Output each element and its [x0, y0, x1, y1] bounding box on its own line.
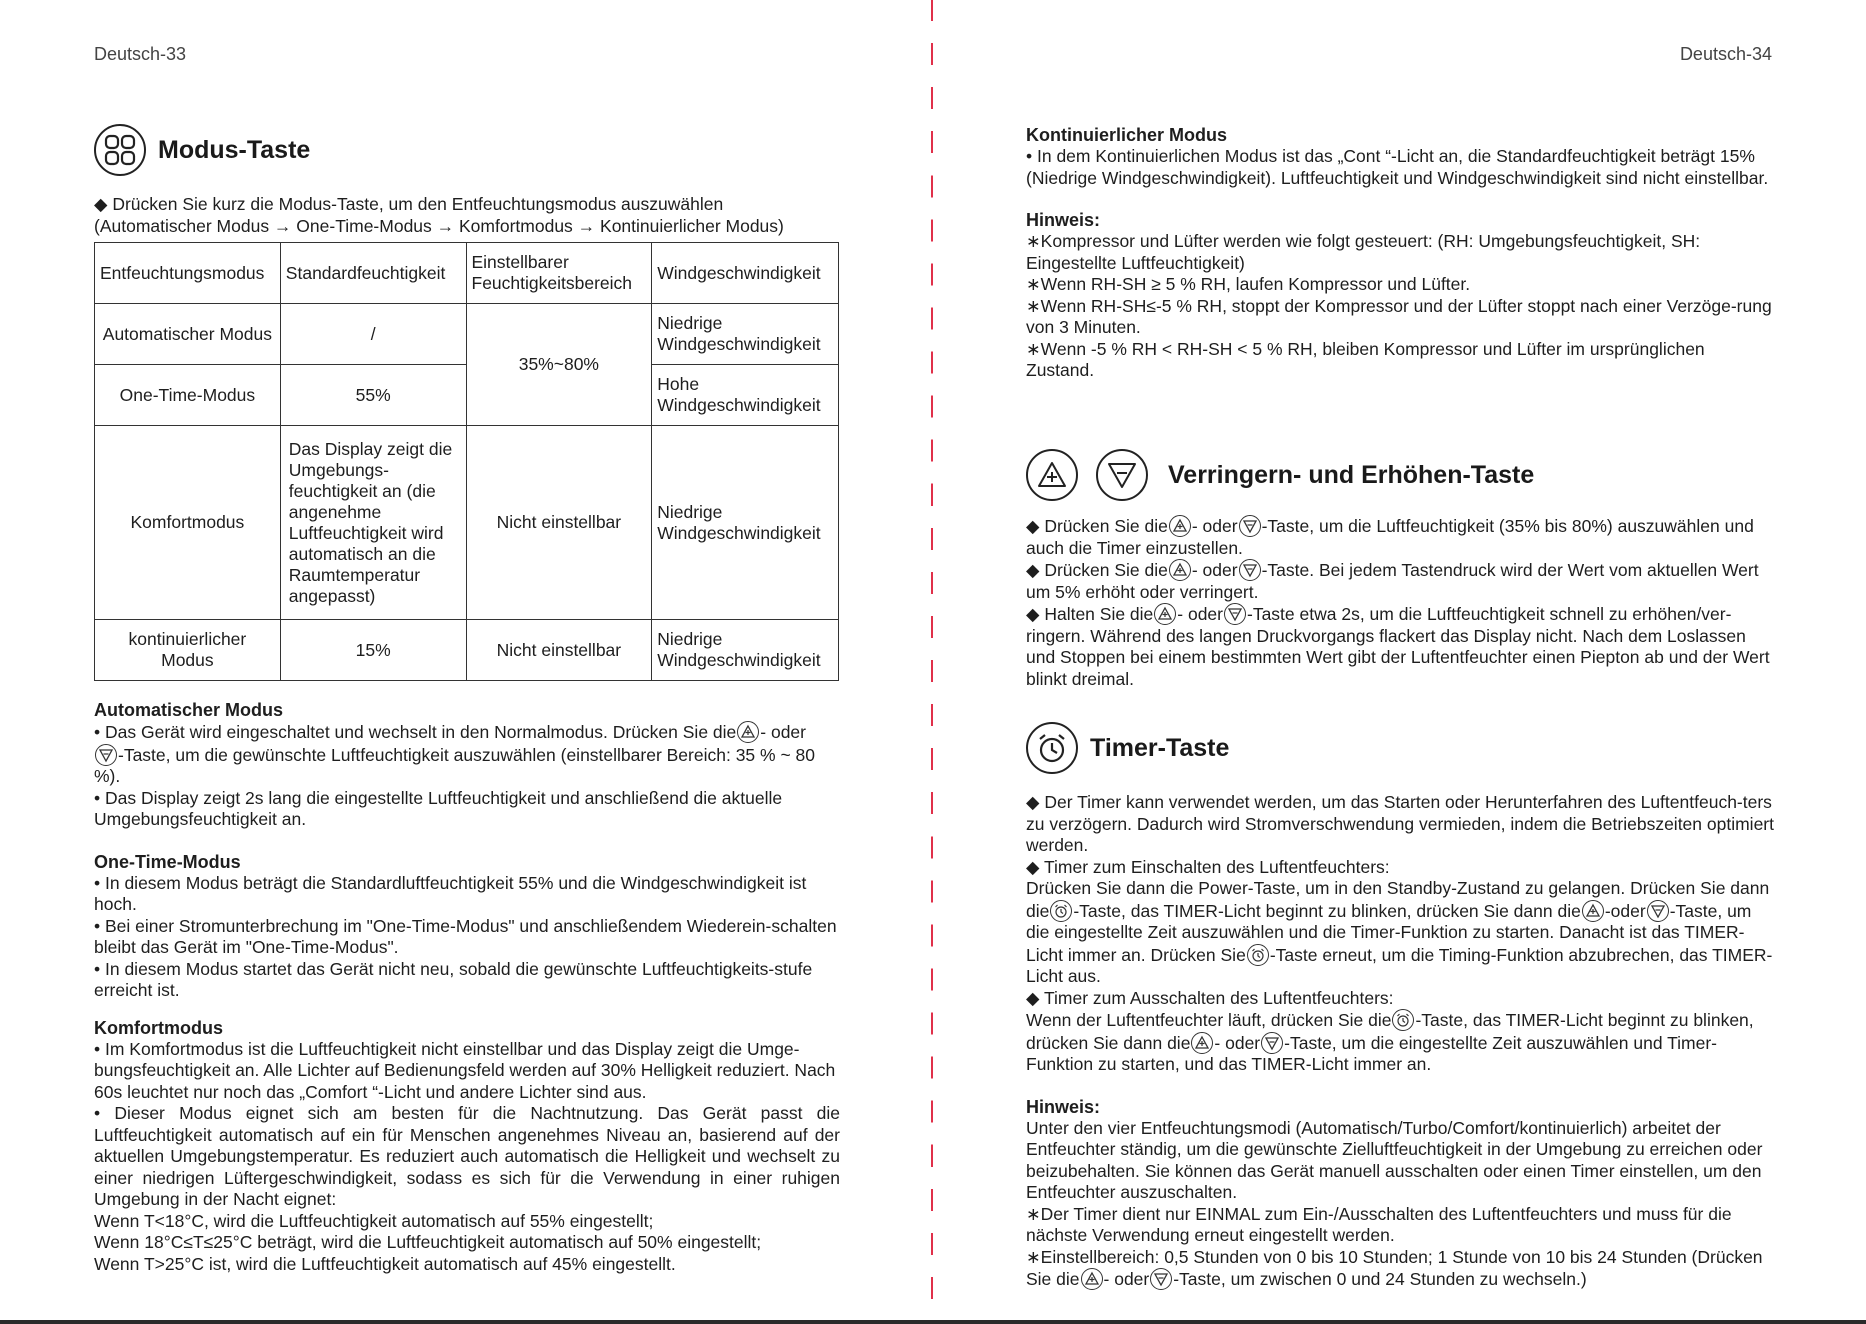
hint-text-4: ∗Wenn -5 % RH < RH-SH < 5 % RH, bleiben Kompressor und Lüfter im ursprünglichen Zustand. [1026, 338, 1705, 380]
hint2-text-1: Unter den vier Entfeuchtungsmodi (Automatisch/Turbo/Comfort/kontinuierlich) arbeitet der Entfeuchter ständig, um die gewünschte Zielluftfeuchtigkeit in der Umgebung zu erreichen oder beizubehalten. Sie können das Gerät manuell ausschalten oder einen Timer einstellen, um den Entfeuchter auszuschalten. [1026, 1117, 1763, 1202]
text-span: Drücken Sie dann die Power-Taste, um in den Standby-Zustand zu gelangen. Drücken Sie dann die [1026, 878, 1770, 921]
hint-text-3: ∗Wenn RH-SH≤-5 % RH, stoppt der Kompressor und der Lüfter stoppt nach einer Verzöge-rung von 3 Minuten. [1026, 295, 1772, 337]
continuous-section [1026, 124, 1774, 382]
table-cell: 35%~80% [466, 304, 652, 426]
table-cell: kontinuierlicher Modus [95, 620, 281, 681]
timer-text-5 [1026, 1009, 1774, 1076]
text-span: -oder [1604, 900, 1646, 921]
table-cell: Niedrige Windgeschwindigkeit [652, 620, 839, 681]
timer-heading [1026, 722, 1774, 774]
table-header: Standardfeuchtigkeit [280, 243, 466, 304]
table-cell: Hohe Windgeschwindigkeit [652, 365, 839, 426]
up-icon [1154, 603, 1176, 625]
table-cell: 15% [280, 620, 466, 681]
down-icon [1647, 900, 1669, 922]
text-span: ◆ Drücken Sie die [1026, 560, 1168, 580]
text-span: -Taste, um die eingestellte Zeit auszuwählen und Timer-Funktion zu starten, und das TIMER-Licht immer an. [1026, 1032, 1717, 1074]
text-span: ∗Einstellbereich: 0,5 Stunden von 0 bis 10 Stunden; 1 Stunde von 10 bis 24 Stunden (Drücken Sie die [1026, 1246, 1763, 1289]
auto-mode-text-2: • Das Display zeigt 2s lang die eingestellte Luftfeuchtigkeit und anschließend die aktuelle Umgebungsfeuchtigkeit an. [94, 787, 783, 829]
text-span: - oder [1191, 516, 1238, 536]
comfort-text-5: Wenn T>25°C ist, wird die Luftfeuchtigkeit automatisch auf 45% eingestellt. [94, 1253, 676, 1274]
down-icon [1150, 1268, 1172, 1290]
text-span: -Taste, um die gewünschte Luftfeuchtigkeit auszuwählen (einstellbarer Bereich: 35 % ~ 80 %). [94, 744, 815, 786]
page-number-left: Deutsch-33 [94, 44, 187, 64]
table-cell: Komfortmodus [95, 426, 281, 620]
updown-text-1 [1026, 515, 1774, 559]
updown-section [1026, 449, 1774, 690]
mode-intro-1: ◆ Drücken Sie kurz die Modus-Taste, um den Entfeuchtungsmodus auszuwählen [94, 194, 724, 214]
text-span: - oder [1191, 560, 1238, 580]
hint-title: Hinweis: [1026, 210, 1101, 230]
table-header: Einstellbarer Feuchtigkeitsbereich [466, 243, 652, 304]
one-time-text-3: • In diesem Modus startet das Gerät nicht neu, sobald die gewünschte Luftfeuchtigkeits-stufe erreicht ist. [94, 958, 813, 1000]
timer-text-3 [1026, 878, 1774, 988]
table-cell: / [280, 304, 466, 365]
down-icon [1261, 1032, 1283, 1054]
updown-text-3 [1026, 603, 1774, 690]
hint2-title: Hinweis: [1026, 1096, 1101, 1117]
up-icon [1081, 1268, 1103, 1290]
timer-text-4: ◆ Timer zum Ausschalten des Luftentfeuchters: [1026, 987, 1394, 1008]
text-span: -Taste. Bei jedem Tastendruck wird der Wert vom aktuellen Wert um 5% erhöht oder verringert. [1026, 560, 1759, 602]
down-icon [1239, 559, 1261, 581]
continuous-text: • In dem Kontinuierlichen Modus ist das „Cont “-Licht an, die Standardfeuchtigkeit beträgt 15% (Niedrige Windgeschwindigkeit). Luftfeuchtigkeit und Windgeschwindigkeit sind nicht einstellbar. [1026, 146, 1769, 188]
text-span: • Das Gerät wird eingeschaltet und wechselt in den Normalmodus. Drücken Sie die [94, 722, 737, 742]
table-cell: Automatischer Modus [95, 304, 281, 365]
table-cell: Nicht einstellbar [466, 426, 652, 620]
text-span: -Taste, um zwischen 0 und 24 Stunden zu wechseln.) [1173, 1269, 1587, 1289]
hint-text-1: ∗Kompressor und Lüfter werden wie folgt gesteuert: (RH: Umgebungsfeuchtigkeit, SH: Eingestellte Luftfeuchtigkeit) [1026, 231, 1701, 273]
text-span: ◆ Halten Sie die [1026, 604, 1154, 624]
text-span: ◆ Drücken Sie die [1026, 516, 1168, 536]
comfort-text-1: • Im Komfortmodus ist die Luftfeuchtigkeit nicht einstellbar und das Display zeigt die Umge-bungsfeuchtigkeit an. Alle Lichter auf Bedienungsfeld werden auf 30% Helligkeit reduziert. Nach 60s leuchtet nur noch das „Comfort “-Licht und andere Lichter sind aus. [94, 1038, 836, 1102]
timer-icon [1026, 722, 1078, 774]
timer-section [1026, 722, 1774, 1291]
table-cell: One-Time-Modus [95, 365, 281, 426]
table-cell: Niedrige Windgeschwindigkeit [652, 304, 839, 365]
timer-icon [1247, 944, 1269, 966]
comfort-text-3: Wenn T<18°C, wird die Luftfeuchtigkeit automatisch auf 55% eingestellt; [94, 1210, 654, 1231]
down-icon [1096, 449, 1148, 501]
table-cell: Nicht einstellbar [466, 620, 652, 681]
hint2-text-3 [1026, 1247, 1774, 1291]
table-header: Windgeschwindigkeit [652, 243, 839, 304]
up-icon [1169, 515, 1191, 537]
up-icon [1191, 1032, 1213, 1054]
table-header: Entfeuchtungsmodus [95, 243, 281, 304]
text-span: -Taste, das TIMER-Licht beginnt zu blinken, drücken Sie dann die [1026, 1010, 1754, 1053]
updown-heading-title: Verringern- und Erhöhen-Taste [1168, 460, 1535, 489]
one-time-title: One-Time-Modus [94, 851, 241, 872]
table-cell: 55% [280, 365, 466, 426]
one-time-text-2: • Bei einer Stromunterbrechung im "One-Time-Modus" und anschließendem Wiederein-schalten bleibt das Gerät im "One-Time-Modus". [94, 915, 837, 957]
timer-text-1: ◆ Der Timer kann verwendet werden, um das Starten oder Herunterfahren des Luftentfeuch-ters zu verzögern. Dadurch wird Stromverschwendung vermieden, indem die Betriebszeiten optimiert werden. [1026, 792, 1774, 855]
comfort-text-4: Wenn 18°C≤T≤25°C beträgt, wird die Luftfeuchtigkeit automatisch auf 50% eingestellt; [94, 1232, 762, 1252]
up-icon [1582, 900, 1604, 922]
text-span: - oder [1177, 604, 1223, 624]
up-icon [1169, 559, 1191, 581]
down-icon [1239, 515, 1261, 537]
down-icon [1224, 603, 1246, 625]
mode-intro-2: (Automatischer Modus → One-Time-Modus → Komfortmodus → Kontinuierlicher Modus) [94, 215, 784, 236]
mode-heading-title: Modus-Taste [158, 135, 311, 164]
text-span: - oder [1103, 1269, 1150, 1289]
comfort-text-2: • Dieser Modus eignet sich am besten für die Nachtnutzung. Das Gerät passt die Luftfeuchtigkeit automatisch auf ein für Menschen angenehmes Niveau an, basierend auf der aktuellen Umgebungstemperatur. Es reduziert auch automatisch die Helligkeit und wechselt zu einer niedrigen Lüftergeschwindigkeit, sodass es sich für die Verwendung in einer ruhigen Umgebung in der Nacht eignet: [94, 1103, 840, 1209]
table-cell: Niedrige Windgeschwindigkeit [652, 426, 839, 620]
up-icon [1026, 449, 1078, 501]
hint2-text-2: ∗Der Timer dient nur EINMAL zum Ein-/Ausschalten des Luftentfeuchters und muss für die nächste Verwendung erneut eingestellt werden. [1026, 1203, 1732, 1245]
text-span: -Taste, um die Luftfeuchtigkeit (35% bis 80%) auszuwählen und auch die Timer einzustellen. [1026, 516, 1754, 558]
text-span: -Taste etwa 2s, um die Luftfeuchtigkeit schnell zu erhöhen/ver-ringern. Während des langen Druckvorgangs flackert das Display nicht. Nach dem Loslassen und Stoppen bei einem bestimmten Wert gibt der Luftentfeuchter einen Piepton ab und der Wert blinkt dreimal. [1026, 604, 1770, 689]
auto-mode-title: Automatischer Modus [94, 700, 284, 720]
text-span: Wenn der Luftentfeuchter läuft, drücken Sie die [1026, 1010, 1392, 1030]
comfort-title: Komfortmodus [94, 1017, 223, 1038]
timer-icon [1392, 1009, 1414, 1031]
table-cell: Das Display zeigt die Umgebungs-feuchtigkeit an (die angenehme Luftfeuchtigkeit wird automatisch an die Raumtemperatur angepasst) [280, 426, 466, 620]
updown-text-2 [1026, 559, 1774, 603]
text-span: - oder [1214, 1032, 1261, 1053]
text-span: -Taste, um die eingestellte Zeit auszuwählen und die Timer-Funktion zu starten. Danacht ist das TIMER-Licht immer an. Drücken Sie [1026, 900, 1752, 965]
one-time-text-1: • In diesem Modus beträgt die Standardluftfeuchtigkeit 55% und die Windgeschwindigkeit ist hoch. [94, 872, 807, 914]
hint-text-2: ∗Wenn RH-SH ≥ 5 % RH, laufen Kompressor und Lüfter. [1026, 274, 1471, 294]
updown-heading [1026, 449, 1774, 501]
continuous-title: Kontinuierlicher Modus [1026, 125, 1228, 145]
text-span: -Taste erneut, um die Timing-Funktion abzubrechen, das TIMER-Licht aus. [1026, 944, 1773, 986]
timer-heading-title: Timer-Taste [1090, 733, 1230, 762]
timer-icon [1050, 900, 1072, 922]
timer-text-2: ◆ Timer zum Einschalten des Luftentfeuchters: [1026, 856, 1390, 877]
page-number-right: Deutsch-34 [1679, 44, 1772, 64]
text-span: -Taste, das TIMER-Licht beginnt zu blinken, drücken Sie dann die [1073, 900, 1581, 921]
text-span: - oder [760, 722, 806, 742]
